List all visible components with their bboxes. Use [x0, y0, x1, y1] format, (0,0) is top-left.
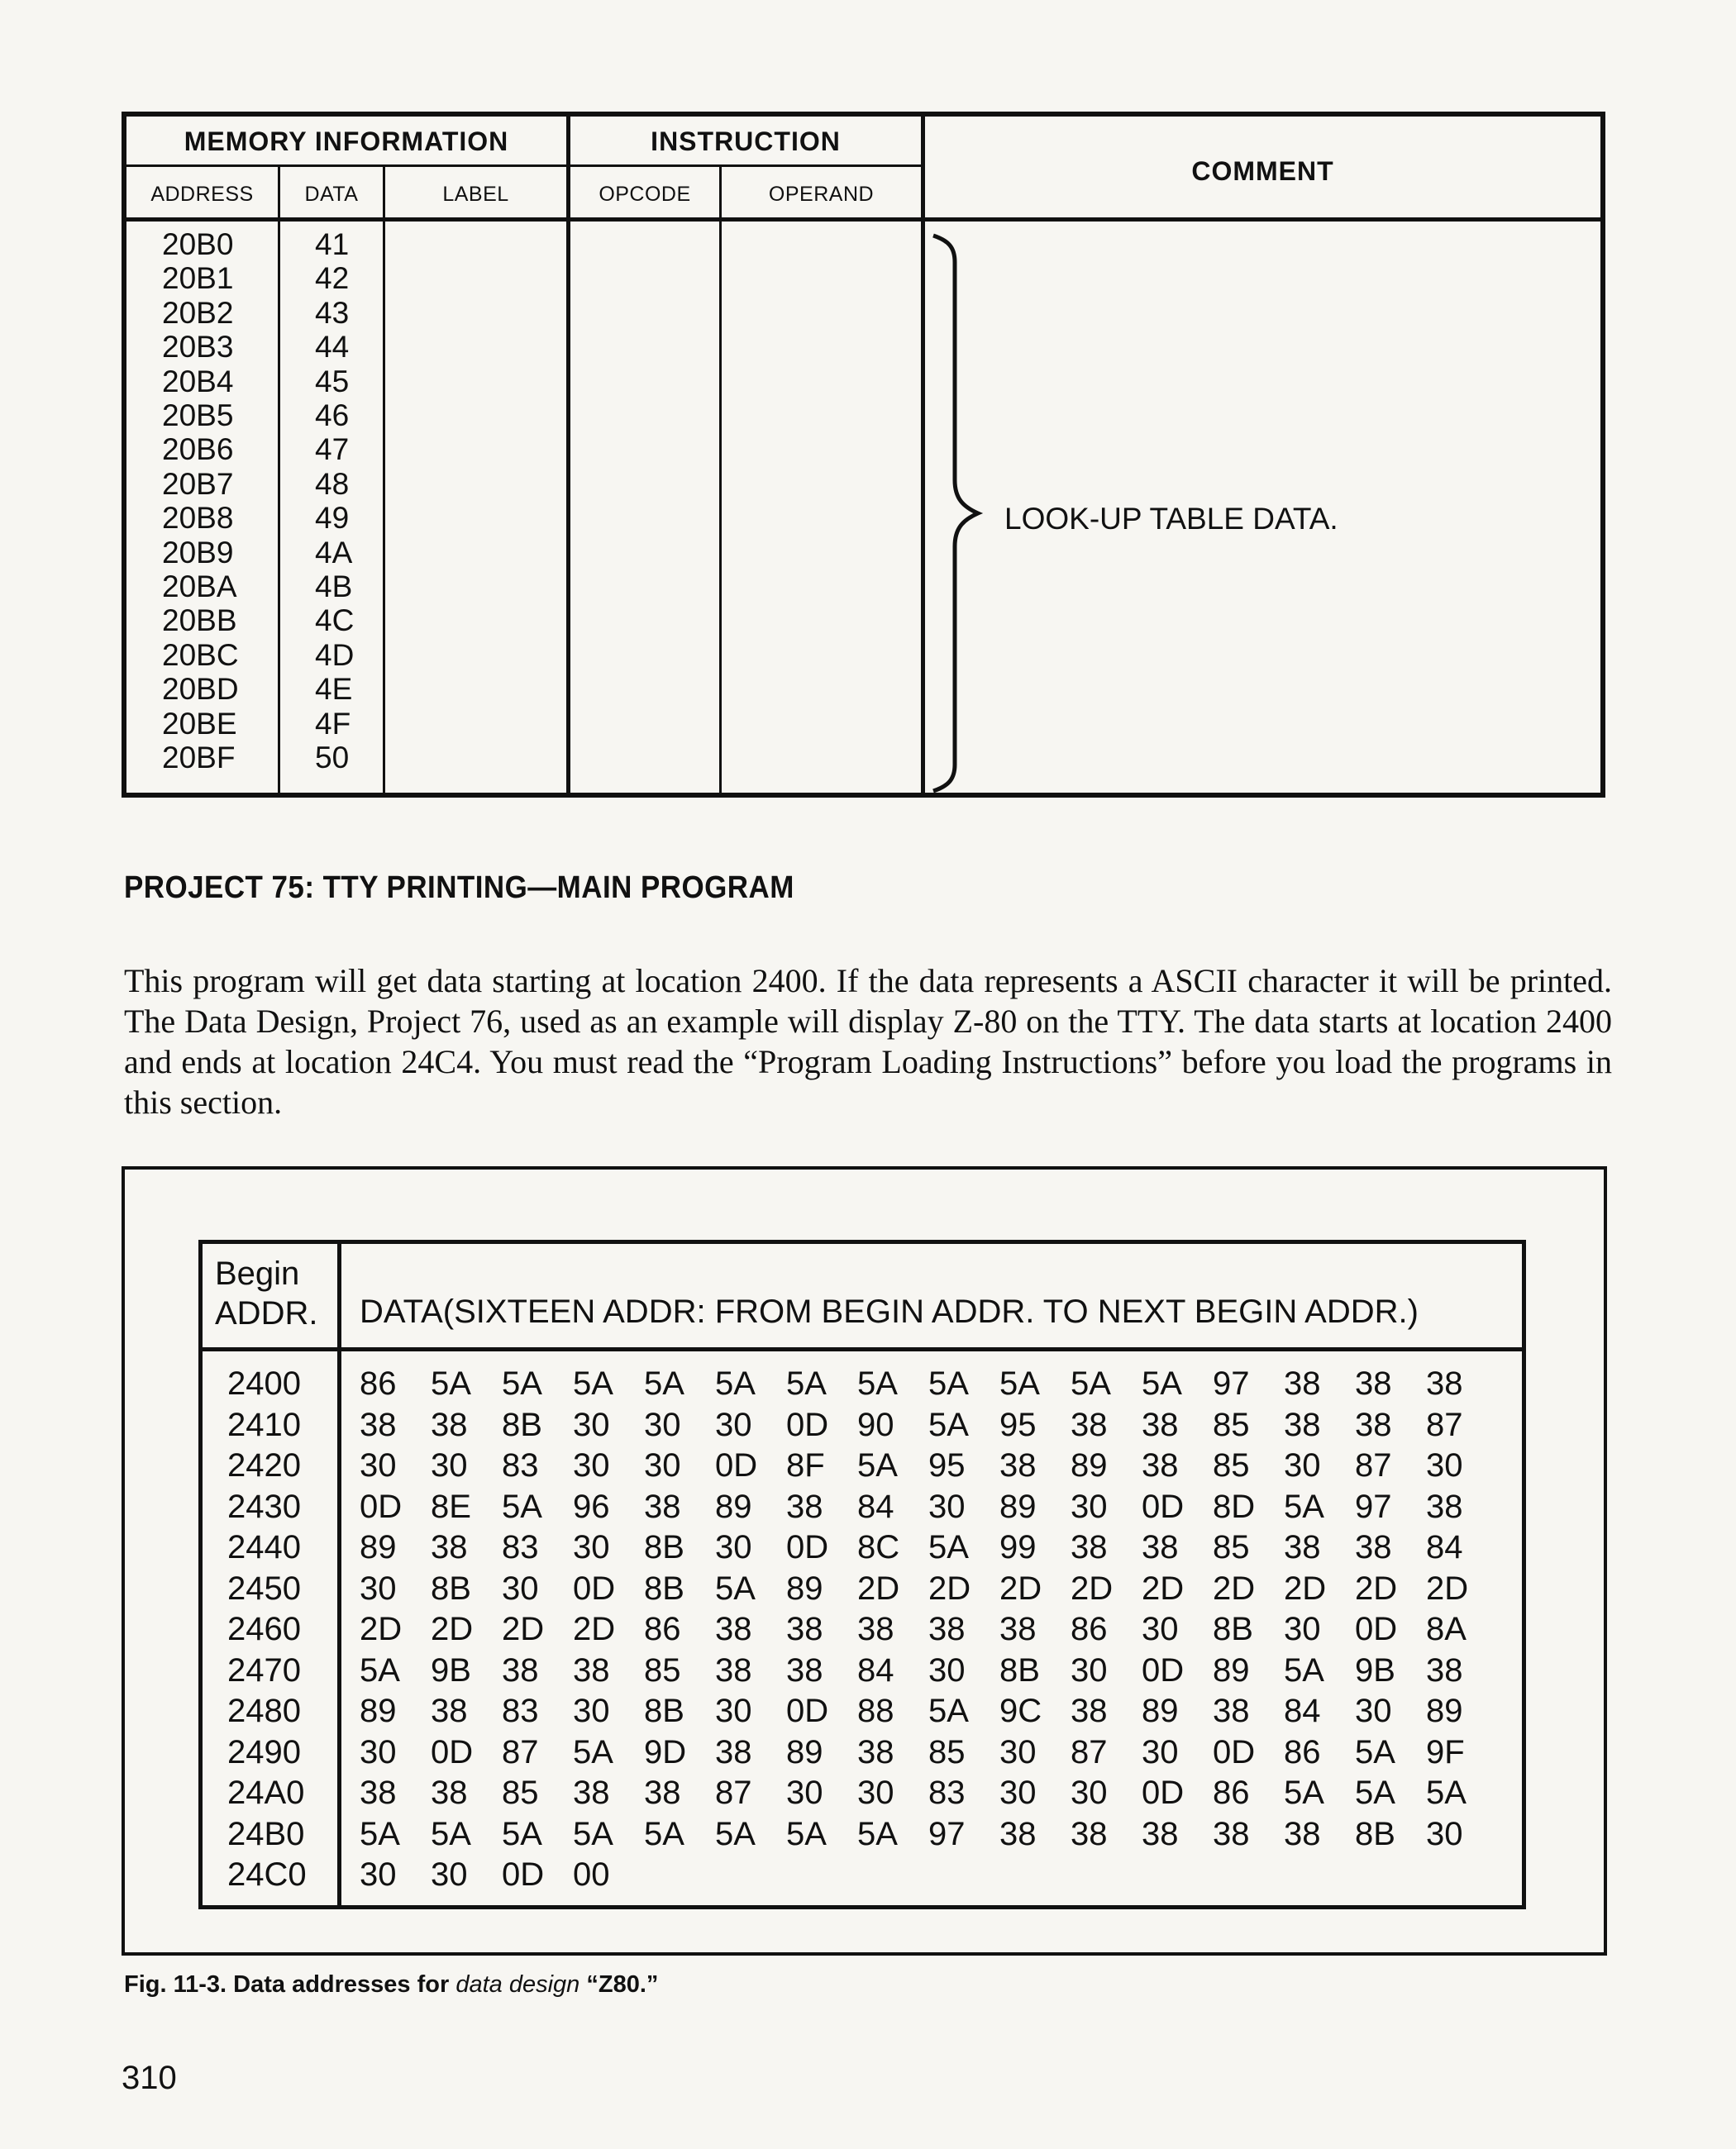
- data-byte-cell: 38: [1426, 1651, 1463, 1689]
- data-byte-cell: 8B: [1213, 1611, 1253, 1647]
- begin-address-cell: 2460: [227, 1611, 301, 1647]
- address-cell: 20B0: [162, 227, 234, 261]
- data-byte-cell: 38: [360, 1775, 397, 1811]
- data-byte-cell: 9F: [1426, 1733, 1465, 1770]
- data-byte-cell: 30: [1071, 1488, 1108, 1525]
- data-cell: 43: [315, 295, 350, 330]
- data-byte-cell: 9D: [644, 1733, 687, 1770]
- data-byte-cell: 85: [1213, 1406, 1250, 1443]
- data-byte-cell: 30: [1071, 1775, 1108, 1811]
- data-byte-cell: 30: [786, 1775, 823, 1811]
- address-cell: 20B9: [162, 535, 234, 569]
- data-byte-cell: 85: [1213, 1447, 1250, 1484]
- data-byte-cell: 5A: [786, 1365, 827, 1402]
- data-byte-cell: 0D: [1355, 1611, 1398, 1647]
- address-cell: 20BA: [162, 569, 237, 604]
- data-byte-cell: 8B: [999, 1651, 1040, 1689]
- data-byte-cell: 5A: [786, 1815, 827, 1852]
- data-byte-cell: 38: [1142, 1406, 1179, 1443]
- data-byte-cell: 8E: [431, 1488, 471, 1525]
- data-byte-cell: 86: [644, 1611, 681, 1647]
- begin-address-cell: 24A0: [227, 1775, 305, 1811]
- data-byte-cell: 30: [857, 1775, 894, 1811]
- data-byte-cell: 2D: [1426, 1570, 1469, 1607]
- data-byte-cell: 2D: [1213, 1570, 1256, 1607]
- data-byte-cell: 38: [1284, 1406, 1321, 1443]
- data-byte-cell: 38: [644, 1488, 681, 1525]
- data-cell: 50: [315, 741, 350, 775]
- data-byte-cell: 97: [1213, 1365, 1250, 1402]
- data-byte-cell: 30: [644, 1406, 681, 1443]
- address-cell: 20BD: [162, 672, 239, 707]
- data-byte-cell: 97: [1355, 1488, 1392, 1525]
- data-cell: 45: [315, 364, 350, 398]
- data-byte-cell: 30: [1142, 1611, 1179, 1647]
- data-byte-cell: 9B: [1355, 1651, 1395, 1689]
- data-cell: 4A: [315, 535, 353, 569]
- begin-address-cell: 2440: [227, 1529, 301, 1565]
- data-byte-cell: 8D: [1213, 1488, 1256, 1525]
- address-cell: 20B7: [162, 466, 234, 501]
- data-byte-cell: 5A: [644, 1365, 684, 1402]
- data-byte-cell: 5A: [431, 1815, 471, 1852]
- data-byte-cell: 30: [573, 1693, 610, 1729]
- data-byte-cell: 30: [644, 1447, 681, 1484]
- begin-addr-header: Begin ADDR.: [215, 1256, 318, 1332]
- data-byte-cell: 38: [1284, 1529, 1321, 1565]
- data-byte-cell: 5A: [573, 1365, 613, 1402]
- data-byte-cell: 0D: [360, 1488, 403, 1525]
- data-byte-cell: 9B: [431, 1651, 471, 1689]
- data-byte-cell: 38: [1284, 1365, 1321, 1402]
- data-byte-cell: 30: [928, 1488, 966, 1525]
- data-byte-cell: 30: [1071, 1651, 1108, 1689]
- data-byte-cell: 5A: [431, 1365, 471, 1402]
- data-byte-cell: 30: [573, 1406, 610, 1443]
- data-byte-cell: 38: [573, 1651, 610, 1689]
- address-cell: 20B6: [162, 432, 234, 467]
- data-header: DATA(SIXTEEN ADDR: FROM BEGIN ADDR. TO NEXT BEGIN ADDR.): [360, 1294, 1419, 1330]
- data-byte-cell: 2D: [928, 1570, 971, 1607]
- data-byte-cell: 90: [857, 1406, 894, 1443]
- data-byte-cell: 0D: [786, 1406, 829, 1443]
- data-byte-cell: 30: [1355, 1693, 1392, 1729]
- data-byte-cell: 30: [1284, 1611, 1321, 1647]
- data-byte-cell: 84: [857, 1651, 894, 1689]
- data-byte-cell: 5A: [644, 1815, 684, 1852]
- data-byte-cell: 2D: [1355, 1570, 1398, 1607]
- begin-address-cell: 2480: [227, 1693, 301, 1729]
- data-byte-cell: 30: [360, 1447, 397, 1484]
- data-byte-cell: 38: [1142, 1815, 1179, 1852]
- data-byte-cell: 38: [1071, 1815, 1108, 1852]
- data-byte-cell: 30: [360, 1570, 397, 1607]
- data-cell: 4D: [315, 637, 355, 672]
- data-byte-cell: 8B: [644, 1529, 684, 1565]
- data-byte-cell: 8B: [502, 1406, 542, 1443]
- data-byte-cell: 5A: [928, 1406, 969, 1443]
- data-byte-cell: 38: [431, 1693, 468, 1729]
- data-byte-cell: 38: [999, 1815, 1037, 1852]
- data-byte-cell: 9C: [999, 1693, 1042, 1729]
- operand-column-header: OPERAND: [768, 183, 875, 206]
- data-byte-cell: 38: [1355, 1406, 1392, 1443]
- data-byte-cell: 87: [1071, 1733, 1108, 1770]
- project-title: PROJECT 75: TTY PRINTING—MAIN PROGRAM: [124, 870, 794, 905]
- data-byte-cell: 30: [431, 1856, 468, 1893]
- data-cell: 48: [315, 466, 350, 501]
- data-byte-cell: 2D: [360, 1611, 403, 1647]
- data-cell: 4C: [315, 603, 355, 638]
- data-byte-cell: 2D: [1071, 1570, 1114, 1607]
- data-byte-cell: 2D: [857, 1570, 900, 1607]
- data-byte-cell: 8F: [786, 1447, 825, 1484]
- data-byte-cell: 5A: [928, 1693, 969, 1729]
- data-byte-cell: 5A: [715, 1365, 756, 1402]
- data-byte-cell: 86: [1213, 1775, 1250, 1811]
- data-byte-cell: 38: [1213, 1693, 1250, 1729]
- data-byte-cell: 30: [573, 1447, 610, 1484]
- data-byte-cell: 5A: [502, 1365, 542, 1402]
- data-byte-cell: 5A: [360, 1651, 400, 1689]
- data-column-header: DATA: [304, 183, 359, 206]
- data-byte-cell: 30: [431, 1447, 468, 1484]
- data-byte-cell: 5A: [1071, 1365, 1111, 1402]
- data-byte-cell: 85: [928, 1733, 966, 1770]
- coding-sheet-table: [122, 112, 1605, 798]
- data-byte-cell: 89: [1426, 1693, 1463, 1729]
- data-byte-cell: 30: [715, 1693, 752, 1729]
- data-byte-cell: 0D: [431, 1733, 474, 1770]
- begin-address-cell: 24C0: [227, 1856, 307, 1893]
- data-byte-cell: 95: [928, 1447, 966, 1484]
- data-byte-cell: 95: [999, 1406, 1037, 1443]
- address-cell: 20BF: [162, 741, 236, 775]
- data-byte-cell: 38: [431, 1406, 468, 1443]
- data-byte-cell: 5A: [502, 1815, 542, 1852]
- data-byte-cell: 84: [857, 1488, 894, 1525]
- data-byte-cell: 83: [502, 1529, 539, 1565]
- data-byte-cell: 85: [502, 1775, 539, 1811]
- data-byte-cell: 38: [1355, 1529, 1392, 1565]
- data-byte-cell: 30: [999, 1775, 1037, 1811]
- data-cell: 4B: [315, 569, 353, 604]
- address-cell: 20B8: [162, 501, 234, 536]
- data-byte-cell: 5A: [360, 1815, 400, 1852]
- data-byte-cell: 5A: [857, 1365, 898, 1402]
- data-byte-cell: 83: [502, 1447, 539, 1484]
- data-byte-cell: 38: [1142, 1447, 1179, 1484]
- data-byte-cell: 38: [1426, 1365, 1463, 1402]
- data-byte-cell: 38: [1071, 1406, 1108, 1443]
- data-byte-cell: 89: [999, 1488, 1037, 1525]
- data-byte-cell: 38: [999, 1611, 1037, 1647]
- data-byte-cell: 2D: [573, 1611, 616, 1647]
- data-byte-cell: 5A: [1142, 1365, 1182, 1402]
- data-byte-cell: 8B: [1355, 1815, 1395, 1852]
- address-cell: 20BC: [162, 637, 239, 672]
- begin-address-cell: 2450: [227, 1570, 301, 1607]
- data-byte-cell: 2D: [999, 1570, 1042, 1607]
- data-address-table: [198, 1240, 1526, 1909]
- data-byte-cell: 5A: [857, 1447, 898, 1484]
- address-cell: 20B3: [162, 330, 234, 365]
- data-byte-cell: 38: [1213, 1815, 1250, 1852]
- data-byte-cell: 89: [1142, 1693, 1179, 1729]
- data-byte-cell: 30: [1284, 1447, 1321, 1484]
- data-byte-cell: 30: [928, 1651, 966, 1689]
- data-cell: 42: [315, 261, 350, 296]
- data-byte-cell: 38: [1142, 1529, 1179, 1565]
- begin-address-cell: 2400: [227, 1365, 301, 1402]
- data-byte-cell: 83: [928, 1775, 966, 1811]
- data-byte-cell: 38: [999, 1447, 1037, 1484]
- data-byte-cell: 97: [928, 1815, 966, 1852]
- data-byte-cell: 38: [431, 1775, 468, 1811]
- data-byte-cell: 38: [786, 1651, 823, 1689]
- data-byte-cell: 89: [786, 1570, 823, 1607]
- data-byte-cell: 38: [786, 1611, 823, 1647]
- address-cell: 20B5: [162, 398, 234, 433]
- data-byte-cell: 30: [999, 1733, 1037, 1770]
- data-byte-cell: 0D: [502, 1856, 545, 1893]
- address-cell: 20BB: [162, 603, 237, 638]
- data-byte-cell: 30: [1426, 1815, 1463, 1852]
- data-byte-cell: 89: [360, 1693, 397, 1729]
- data-byte-cell: 5A: [502, 1488, 542, 1525]
- data-byte-cell: 38: [502, 1651, 539, 1689]
- data-byte-cell: 96: [573, 1488, 610, 1525]
- data-byte-cell: 38: [360, 1406, 397, 1443]
- data-cell: 41: [315, 227, 350, 261]
- opcode-column-header: OPCODE: [599, 183, 691, 206]
- data-byte-cell: 0D: [715, 1447, 758, 1484]
- begin-address-cell: 2490: [227, 1733, 301, 1770]
- data-byte-cell: 84: [1426, 1529, 1463, 1565]
- data-byte-cell: 86: [1284, 1733, 1321, 1770]
- data-byte-cell: 38: [644, 1775, 681, 1811]
- data-byte-cell: 5A: [715, 1570, 756, 1607]
- data-byte-cell: 38: [431, 1529, 468, 1565]
- data-byte-cell: 87: [502, 1733, 539, 1770]
- data-byte-cell: 38: [715, 1651, 752, 1689]
- comment-text: LOOK-UP TABLE DATA.: [1004, 502, 1338, 536]
- data-byte-cell: 0D: [786, 1529, 829, 1565]
- curly-brace-icon: [930, 232, 988, 794]
- data-byte-cell: 38: [928, 1611, 966, 1647]
- data-byte-cell: 38: [1071, 1529, 1108, 1565]
- address-cell: 20BE: [162, 706, 237, 741]
- data-byte-cell: 84: [1284, 1693, 1321, 1729]
- address-cell: 20B2: [162, 295, 234, 330]
- data-byte-cell: 2D: [431, 1611, 474, 1647]
- data-cell: 44: [315, 330, 350, 365]
- data-byte-cell: 0D: [1142, 1775, 1185, 1811]
- memory-information-header: MEMORY INFORMATION: [184, 126, 509, 156]
- data-byte-cell: 8C: [857, 1529, 900, 1565]
- data-byte-cell: 0D: [1142, 1488, 1185, 1525]
- begin-address-column: [227, 1364, 307, 1896]
- data-cell: 4F: [315, 706, 351, 741]
- data-byte-cell: 38: [573, 1775, 610, 1811]
- data-byte-cell: 8A: [1426, 1611, 1467, 1647]
- data-byte-cell: 83: [502, 1693, 539, 1729]
- data-cell: 46: [315, 398, 350, 433]
- data-byte-cell: 86: [360, 1365, 397, 1402]
- data-byte-cell: 87: [1355, 1447, 1392, 1484]
- data-byte-cell: 85: [1213, 1529, 1250, 1565]
- address-column: [162, 227, 239, 775]
- data-byte-cell: 30: [573, 1529, 610, 1565]
- begin-address-cell: 2430: [227, 1488, 301, 1525]
- data-byte-cell: 2D: [1142, 1570, 1185, 1607]
- data-byte-cell: 38: [857, 1733, 894, 1770]
- data-byte-cell: 30: [1142, 1733, 1179, 1770]
- data-cell: 47: [315, 432, 350, 467]
- data-byte-cell: 5A: [1426, 1775, 1467, 1811]
- data-byte-cell: 30: [360, 1856, 397, 1893]
- data-byte-cell: 5A: [1355, 1733, 1395, 1770]
- data-byte-cell: 0D: [1142, 1651, 1185, 1689]
- data-byte-cell: 89: [715, 1488, 752, 1525]
- data-byte-cell: 38: [715, 1611, 752, 1647]
- data-byte-cell: 89: [1071, 1447, 1108, 1484]
- data-byte-cell: 89: [1213, 1651, 1250, 1689]
- data-byte-cell: 30: [360, 1733, 397, 1770]
- data-byte-cell: 38: [1355, 1365, 1392, 1402]
- data-byte-cell: 2D: [502, 1611, 545, 1647]
- data-byte-cell: 30: [1426, 1447, 1463, 1484]
- data-byte-cell: 8B: [644, 1570, 684, 1607]
- data-byte-cell: 00: [573, 1856, 610, 1893]
- data-byte-cell: 86: [1071, 1611, 1108, 1647]
- begin-address-cell: 24B0: [227, 1815, 305, 1852]
- data-byte-cell: 5A: [1284, 1775, 1324, 1811]
- data-byte-cell: 30: [715, 1529, 752, 1565]
- data-column: [315, 227, 354, 775]
- data-byte-cell: 5A: [1284, 1488, 1324, 1525]
- data-byte-cell: 99: [999, 1529, 1037, 1565]
- begin-address-cell: 2470: [227, 1651, 301, 1689]
- data-cell: 4E: [315, 672, 353, 707]
- data-byte-cell: 5A: [573, 1815, 613, 1852]
- data-byte-cell: 8B: [644, 1693, 684, 1729]
- begin-address-cell: 2420: [227, 1447, 301, 1484]
- data-byte-cell: 0D: [573, 1570, 616, 1607]
- data-byte-cell: 89: [360, 1529, 397, 1565]
- data-byte-cell: 8B: [431, 1570, 471, 1607]
- data-byte-cell: 30: [502, 1570, 539, 1607]
- data-byte-cell: 38: [1071, 1693, 1108, 1729]
- data-byte-cell: 5A: [928, 1365, 969, 1402]
- instruction-header: INSTRUCTION: [651, 126, 841, 156]
- data-byte-cell: 5A: [1284, 1651, 1324, 1689]
- data-byte-cell: 38: [786, 1488, 823, 1525]
- data-byte-cell: 88: [857, 1693, 894, 1729]
- data-byte-cell: 38: [1284, 1815, 1321, 1852]
- project-description: This program will get data starting at location 2400. If the data represents a ASCII character it will be printed. The Data Design, Project 76, used as an example will display Z-80 on the TTY. The data starts at location 2400 and ends at location 24C4. You must read the “Program Loading Instructions” before you load the programs in this section.: [124, 962, 1612, 1121]
- address-cell: 20B4: [162, 364, 234, 398]
- data-byte-cell: 5A: [573, 1733, 613, 1770]
- data-byte-cell: 38: [857, 1611, 894, 1647]
- data-byte-cell: 38: [715, 1733, 752, 1770]
- data-byte-cell: 38: [1426, 1488, 1463, 1525]
- data-byte-cell: 0D: [786, 1693, 829, 1729]
- data-byte-cell: 0D: [1213, 1733, 1256, 1770]
- data-byte-cell: 5A: [857, 1815, 898, 1852]
- data-byte-cell: 5A: [1355, 1775, 1395, 1811]
- address-column-header: ADDRESS: [150, 183, 254, 206]
- data-byte-cell: 89: [786, 1733, 823, 1770]
- data-byte-cell: 5A: [928, 1529, 969, 1565]
- data-byte-cell: 87: [715, 1775, 752, 1811]
- data-cell: 49: [315, 501, 350, 536]
- address-cell: 20B1: [162, 261, 234, 296]
- data-byte-cell: 5A: [715, 1815, 756, 1852]
- label-column-header: LABEL: [442, 183, 509, 206]
- comment-header: COMMENT: [1191, 156, 1334, 186]
- begin-address-cell: 2410: [227, 1406, 301, 1443]
- data-byte-cell: 85: [644, 1651, 681, 1689]
- page-number: 310: [122, 2060, 177, 2096]
- data-byte-cell: 30: [715, 1406, 752, 1443]
- data-byte-cell: 5A: [999, 1365, 1040, 1402]
- figure-caption: Fig. 11-3. Data addresses for data design “Z80.”: [124, 1971, 659, 1998]
- data-byte-cell: 87: [1426, 1406, 1463, 1443]
- data-byte-cell: 2D: [1284, 1570, 1327, 1607]
